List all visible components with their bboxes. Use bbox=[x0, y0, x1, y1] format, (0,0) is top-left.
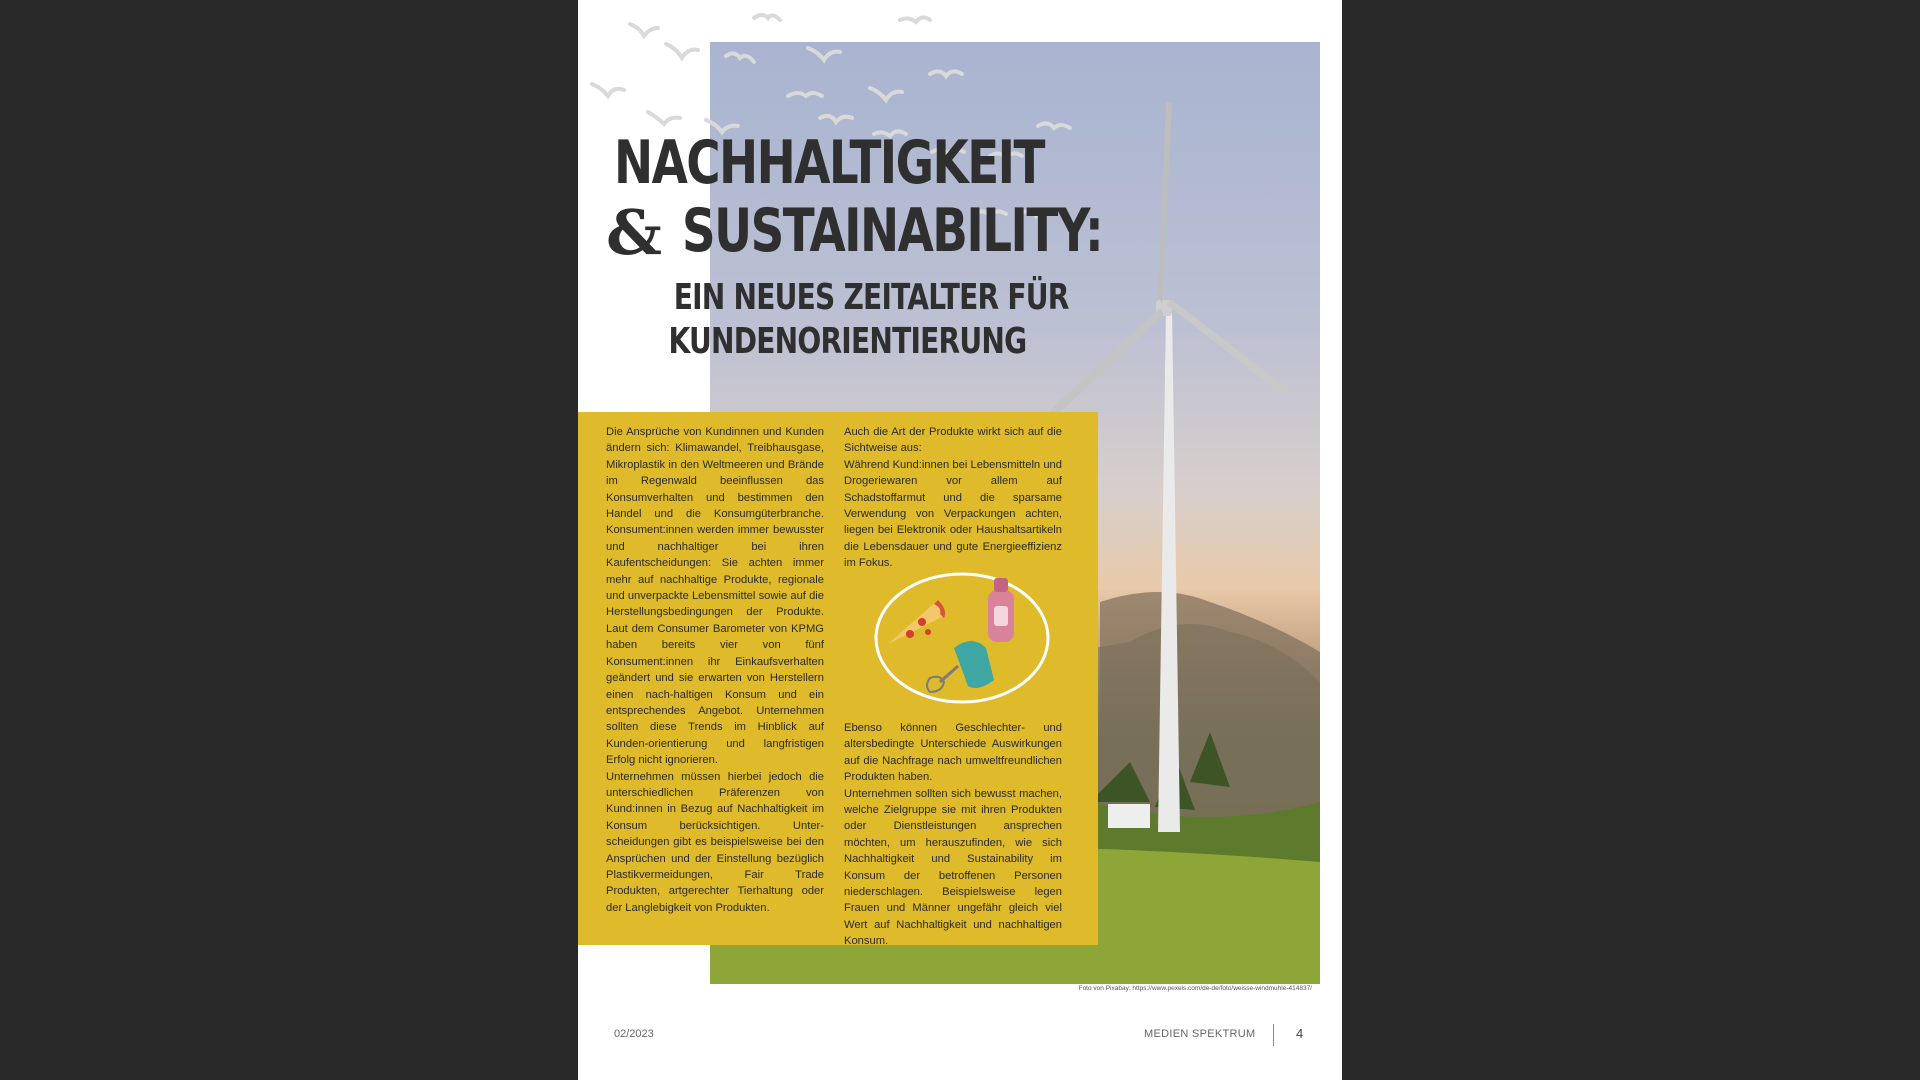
paragraph: Auch die Art der Produkte wirkt sich auf die Sichtweise aus: bbox=[844, 426, 1062, 455]
paragraph: Während Kund:innen bei Lebensmitteln und Drogeriewaren vor allem auf Schadstoffarmut und die sparsame Verwendung von Verpackungen achten, liegen bei Elektronik oder Haushaltsartikeln die Lebensdauer und gute Energieeffizienz im Fokus. bbox=[844, 458, 1062, 570]
page-number: 4 bbox=[1296, 1026, 1304, 1041]
products-illustration bbox=[868, 564, 1056, 710]
paragraph: Unternehmen müssen hierbei jedoch die unterschiedlichen Präferenzen von Kund:innen in Bezug auf Nachhaltigkeit im Konsum berücksichtigen. Unter-scheidungen gibt es beispielsweise bei den Ansprüchen und der Einstellung bezüglich Plastikvermeidungen, Fair Trade Produkten, artgerechter Tierhaltung oder der Langlebigkeit von Produkten. bbox=[606, 770, 824, 914]
footer-divider bbox=[1273, 1024, 1274, 1046]
paragraph: Ebenso können Geschlechter- und altersbedingte Unterschiede Auswirkungen auf die Nachfrage nach umweltfreundlichen Produkten haben. bbox=[844, 722, 1062, 784]
magazine-page bbox=[578, 0, 1342, 1080]
photo-credit: Foto von Pixabay: https://www.pexels.com/de-de/foto/weisse-windmuhle-414837/ bbox=[1078, 985, 1312, 992]
subtitle bbox=[618, 276, 1069, 364]
title-ampersand: & bbox=[606, 196, 662, 269]
footer-magazine-name: MEDIEN SPEKTRUM bbox=[1144, 1028, 1256, 1040]
text-column-left bbox=[606, 424, 824, 916]
title-line-1: NACHHALTIGKEIT bbox=[614, 128, 1044, 198]
paragraph: Unternehmen sollten sich bewusst machen, welche Zielgruppe sie mit ihren Produkten oder Dienstleistungen ansprechen möchten, um herauszufinden, wie sich Nachhaltigkeit und Sustainability im Konsum der betroffenen Personen niederschlagen. Beispielsweise legen Frauen und Männer ungefähr gleich viel Wert auf Nachhaltigkeit und nachhaltigen Konsum. bbox=[844, 787, 1062, 948]
subtitle-line-2: KUNDENORIENTIERUNG bbox=[668, 321, 1027, 362]
text-column-right-bottom bbox=[844, 720, 1062, 950]
footer-date: 02/2023 bbox=[614, 1028, 654, 1040]
title-line-2: SUSTAINABILITY: bbox=[682, 196, 1103, 266]
text-column-right-top bbox=[844, 424, 1062, 572]
subtitle-line-1: EIN NEUES ZEITALTER FÜR bbox=[673, 277, 1069, 318]
paragraph: Die Ansprüche von Kundinnen und Kunden ändern sich: Klimawandel, Treibhausgase, Mikroplastik in den Weltmeeren und Brände im Regenwald beeinflussen das Konsumverhalten und bestimmen den Handel und die Konsumgüterbranche. Konsument:innen werden immer bewusster und nachhaltiger bei ihren Kaufentscheidungen: Sie achten immer mehr auf nachhaltige Produkte, regionale und unverpackte Lebensmittel sowie auf die Herstellungsbedingungen der Produkte. Laut dem Consumer Barometer von KPMG haben bereits vier von fünf Konsument:innen ihr Einkaufsverhalten geändert und sie erwarten von Herstellern einen nach-haltigen Konsum und ein entsprechendes Angebot. Unternehmen sollten diese Trends im Hinblick auf Kunden-orientierung und langfristigen Erfolg nicht ignorieren. bbox=[606, 426, 824, 767]
